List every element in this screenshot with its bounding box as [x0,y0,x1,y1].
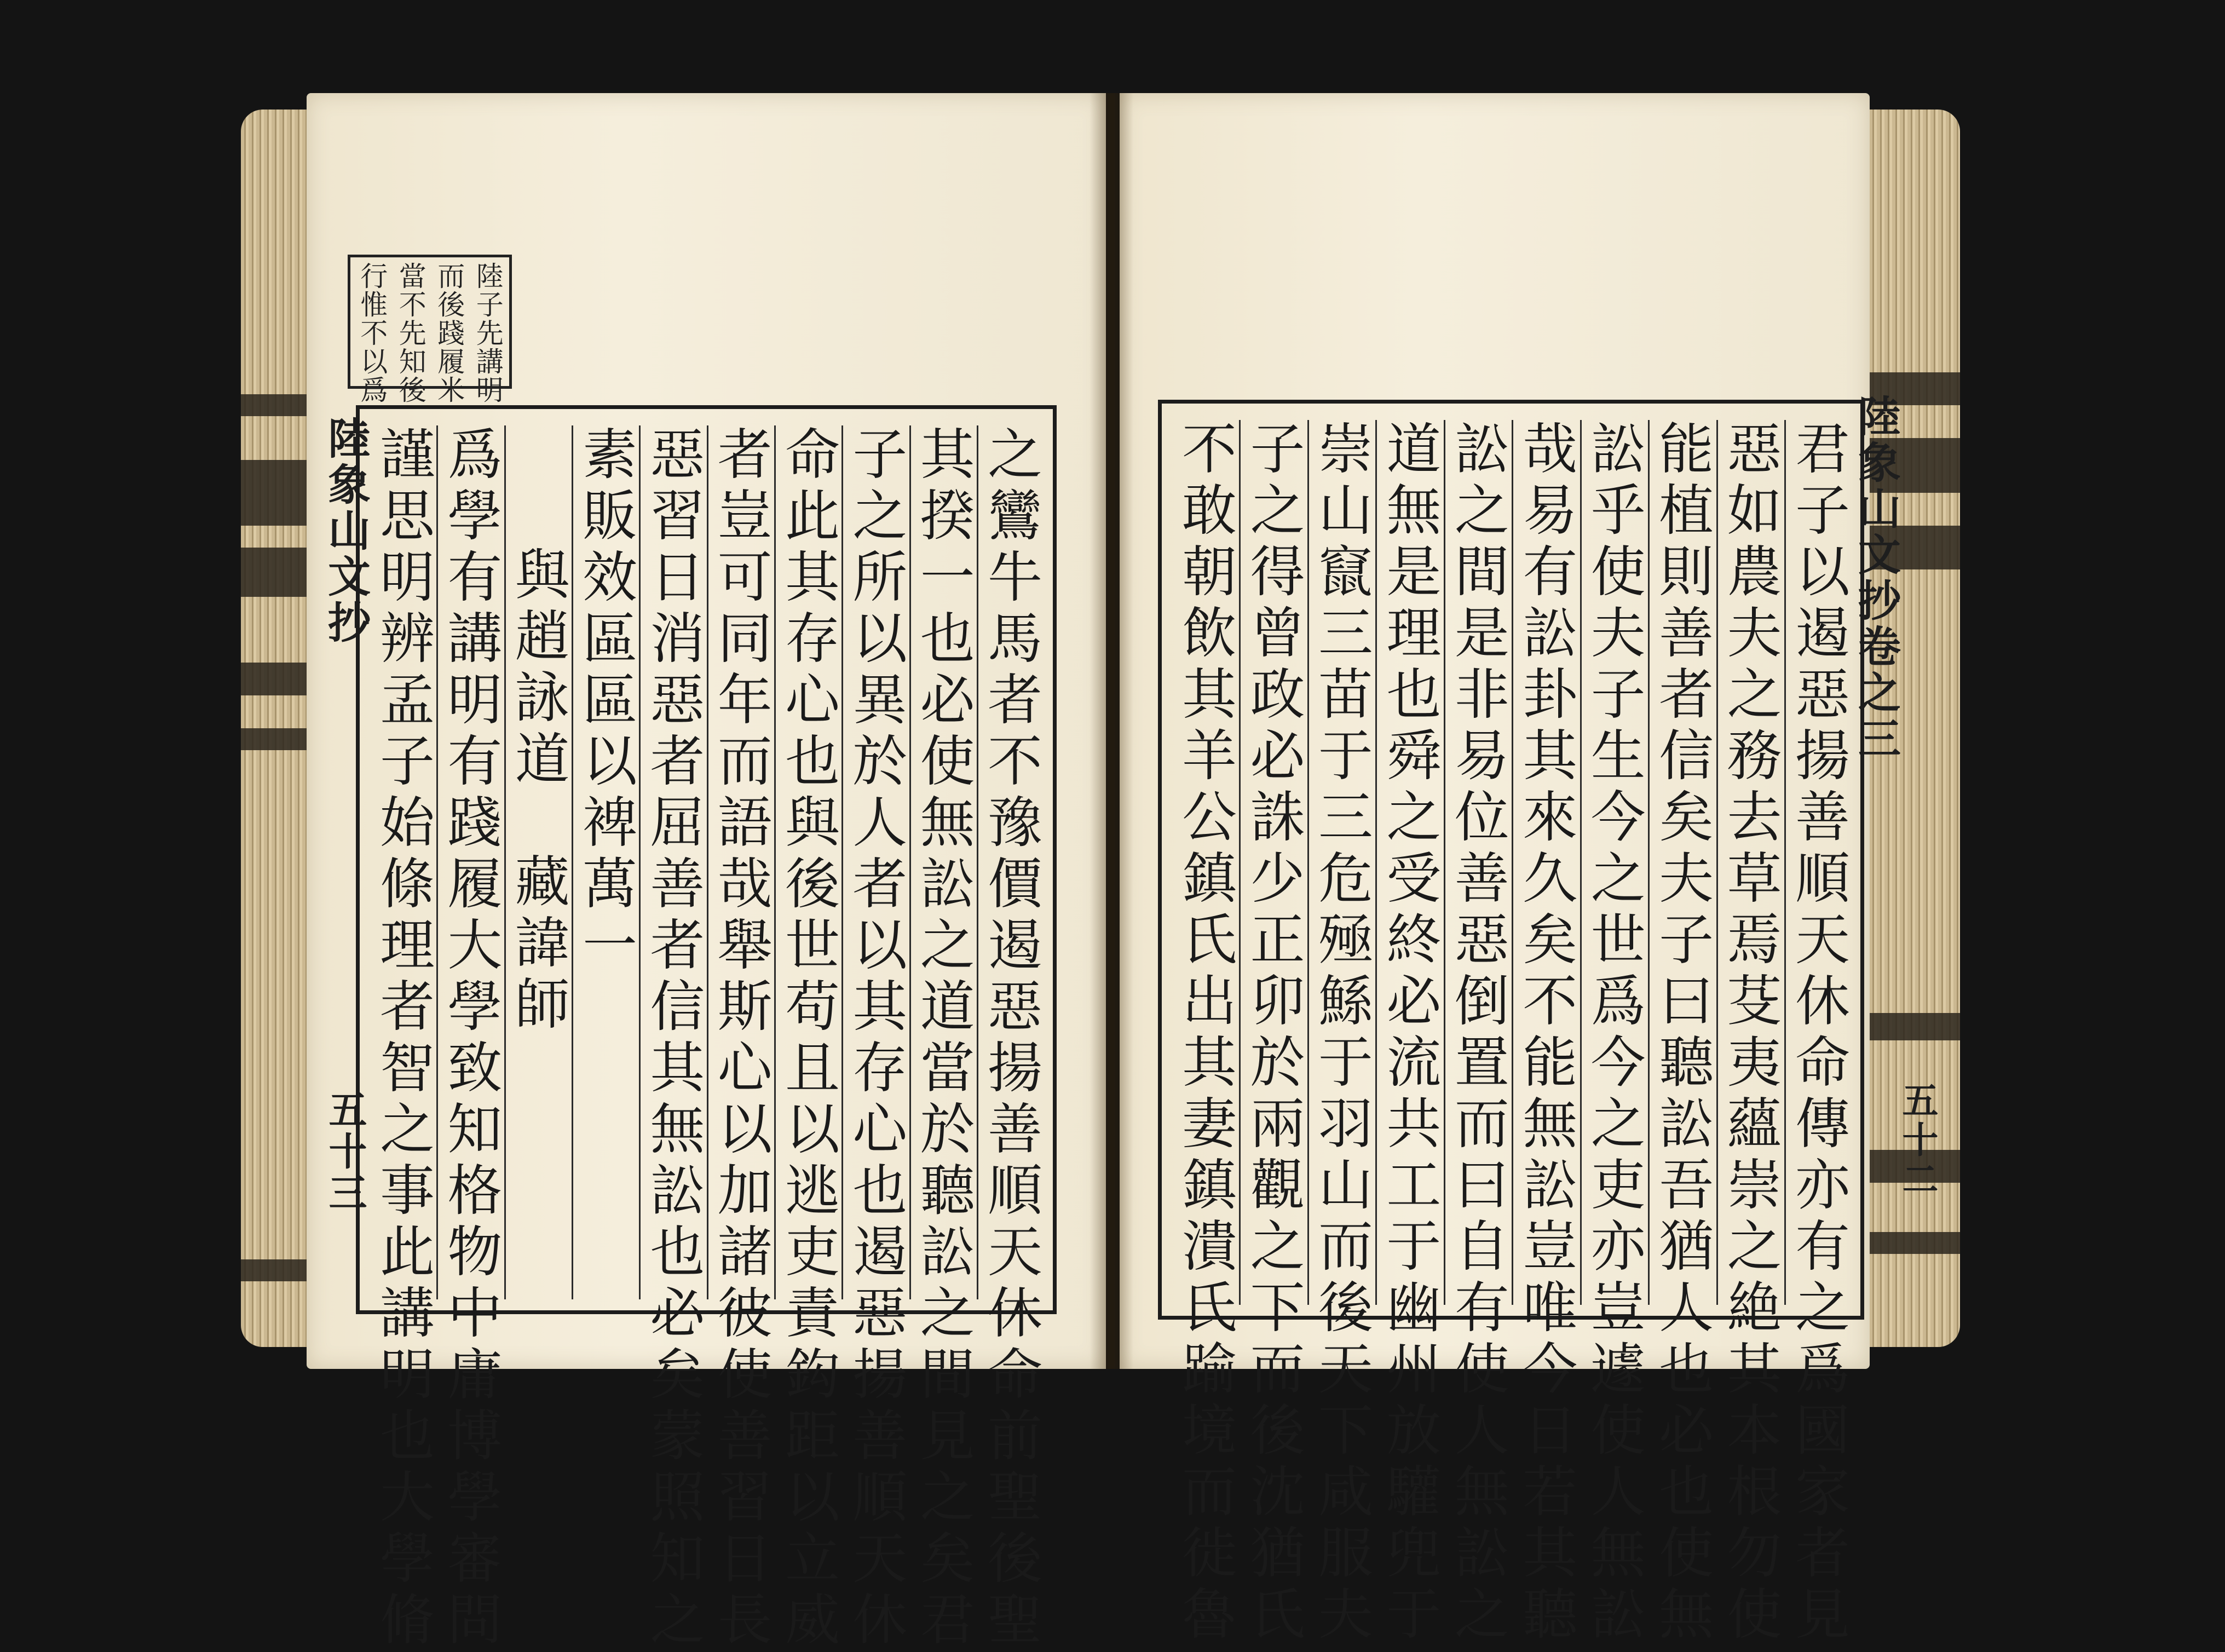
left-edge-title: 陸象山文抄 [321,416,371,646]
text-column: 之鸞牛馬者不豫價遏惡揚善順天休命前聖後聖 [977,425,1042,1299]
left-page-number: 五十三 [322,1090,368,1214]
head-note-line: 行惟不以爲 [356,262,388,404]
book-gutter [1090,93,1133,1369]
right-text-frame [1158,400,1864,1647]
text-column: 者豈可同年而語哉舉斯心以加諸彼使善習日長 [707,425,772,1299]
right-edge-title: 陸象山文抄卷之三 [1851,394,1901,762]
head-note-line: 而後踐履米 [433,262,465,404]
head-note [348,255,512,404]
text-column: 哉易有訟卦其來久矣不能無訟豈唯今日若其聽 [1512,420,1577,1305]
text-column: 素販效區區以裨萬一 [572,425,637,1299]
letter-heading: 與趙詠道 藏諱師 [504,425,569,1299]
text-column: 謹思明辨孟子始條理者智之事此講明也大學脩 [371,425,435,1652]
text-column: 爲學有講明有踐履大學致知格物中庸博學審問 [436,425,502,1299]
text-column: 能植則善者信矣夫子曰聽訟吾猶人也必也使無 [1648,420,1713,1305]
text-column: 其揆一也必使無訟之道當於聽訟之間見之矣君 [909,425,975,1299]
left-text-frame [356,405,1057,1652]
text-column: 崇山竄三苗于三危殛鯀于羽山而後天下咸服夫 [1307,420,1373,1305]
text-column: 命此其存心也與後世苟且以逃吏責鈎距以立威 [774,425,839,1299]
text-column: 子之所以異於人者以其存心也遏惡揚善順天休 [841,425,907,1299]
right-page-number: 五十二 [1896,1081,1939,1200]
head-note-line: 陸子先講明 [471,262,504,404]
text-column: 惡如農夫之務去草焉芟夷蘊崇之絶其本根勿使 [1716,420,1782,1305]
text-column: 君子以遏惡揚善順天休命傳亦有之爲國家者見 [1784,420,1849,1305]
text-column: 子之得曾政必誅少正卯於兩觀之下而後沈猶氏 [1239,420,1304,1305]
text-column: 不敢朝飲其羊公鎮氏出其妻鎮潰氏踰境而徙魯 [1173,420,1237,1647]
head-note-line: 當不先知後 [394,262,426,404]
text-column: 訟之間是非易位善惡倒置而曰自有使人無訟之 [1444,420,1509,1305]
text-column: 訟乎使夫子生今之世爲今之吏亦豈遽使人無訟 [1580,420,1645,1305]
text-column: 惡習日消惡者屈善者信其無訟也必矣蒙照知之 [639,425,704,1299]
text-column: 道無是理也舜之受終必流共工于幽州放驩兜于 [1375,420,1440,1305]
